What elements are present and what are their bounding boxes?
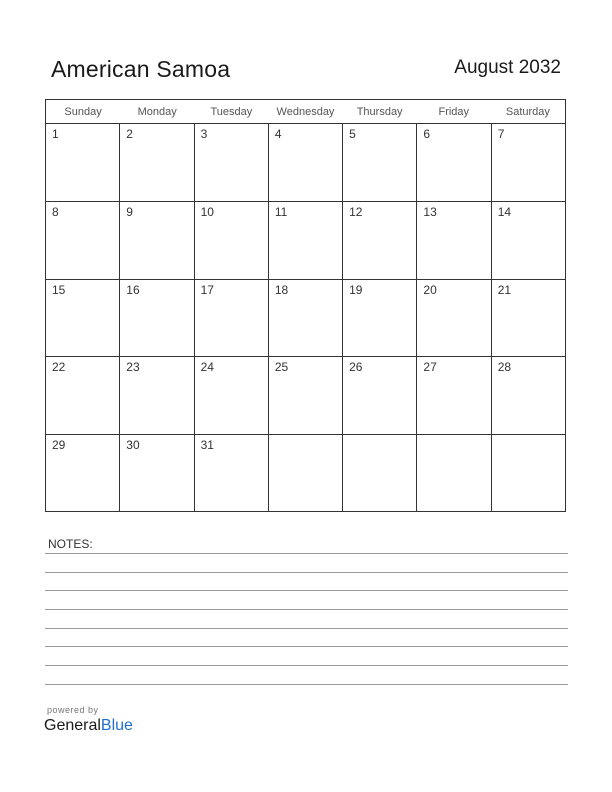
day-number: 8 xyxy=(52,204,59,219)
weekday-tuesday: Tuesday xyxy=(210,106,253,118)
day-number: 20 xyxy=(423,282,437,297)
day-cell xyxy=(195,124,269,201)
day-cell xyxy=(343,280,417,357)
day-cell xyxy=(120,124,194,201)
day-number: 3 xyxy=(200,127,208,141)
day-cell xyxy=(417,124,491,201)
day-cell xyxy=(492,357,565,434)
day-cell xyxy=(417,202,491,279)
day-cell xyxy=(269,435,343,512)
week-row xyxy=(46,124,565,202)
calendar-title: American Samoa xyxy=(51,56,231,82)
brand-general: General xyxy=(44,717,101,734)
week-row xyxy=(46,435,565,512)
weekday-friday: Friday xyxy=(438,106,470,118)
day-cell xyxy=(46,202,120,279)
day-number: 18 xyxy=(274,282,289,297)
notes-line xyxy=(45,684,568,685)
day-cell xyxy=(195,202,269,279)
notes-line xyxy=(45,665,568,666)
day-number: 30 xyxy=(126,438,140,453)
week-row xyxy=(46,202,565,280)
day-cell xyxy=(343,357,417,434)
day-cell xyxy=(492,435,565,512)
day-number: 6 xyxy=(423,127,431,141)
day-cell xyxy=(417,357,491,434)
day-number: 23 xyxy=(126,360,140,375)
notes-line xyxy=(45,590,568,591)
day-number: 13 xyxy=(423,204,437,219)
day-cell xyxy=(269,124,343,201)
day-cell xyxy=(195,280,269,357)
weekday-wednesday: Wednesday xyxy=(276,106,335,118)
day-cell xyxy=(46,357,120,434)
day-number: 17 xyxy=(200,282,214,297)
day-number: 15 xyxy=(52,282,66,297)
day-number: 29 xyxy=(52,438,66,453)
day-number: 31 xyxy=(200,438,214,453)
day-number: 10 xyxy=(200,204,214,219)
notes-line xyxy=(45,628,568,629)
week-row xyxy=(46,280,565,358)
day-cell xyxy=(46,280,120,357)
weekday-thursday: Thursday xyxy=(356,106,403,118)
notes-line xyxy=(45,646,568,647)
day-cell xyxy=(492,280,565,357)
weeks-container xyxy=(46,124,565,512)
generalblue-logo[interactable] xyxy=(44,717,133,735)
day-number: 27 xyxy=(423,360,437,375)
day-number: 19 xyxy=(349,282,363,297)
notes-line xyxy=(45,553,568,554)
day-number: 12 xyxy=(349,204,363,219)
day-number: 9 xyxy=(126,204,133,219)
day-cell xyxy=(195,357,269,434)
day-cell xyxy=(343,124,417,201)
day-cell xyxy=(120,435,194,512)
calendar-grid xyxy=(45,99,566,512)
day-number: 28 xyxy=(497,360,512,375)
day-cell xyxy=(492,124,565,201)
powered-by-text: powered by xyxy=(47,705,99,715)
notes-line xyxy=(45,572,568,573)
day-number: 14 xyxy=(497,204,512,219)
day-cell xyxy=(195,435,269,512)
day-cell xyxy=(269,202,343,279)
day-number: 24 xyxy=(200,360,214,375)
day-number: 1 xyxy=(52,127,59,141)
notes-line xyxy=(45,609,568,610)
day-number: 22 xyxy=(52,360,66,375)
day-cell xyxy=(120,280,194,357)
day-cell xyxy=(343,435,417,512)
day-cell xyxy=(343,202,417,279)
day-number: 25 xyxy=(274,360,289,375)
day-cell xyxy=(120,202,194,279)
weekday-saturday: Saturday xyxy=(505,106,550,118)
day-cell xyxy=(492,202,565,279)
day-cell xyxy=(269,357,343,434)
day-cell xyxy=(417,280,491,357)
weekday-monday: Monday xyxy=(137,106,177,118)
notes-label: NOTES: xyxy=(48,537,93,551)
day-number: 2 xyxy=(126,127,133,141)
day-cell xyxy=(46,435,120,512)
day-number: 16 xyxy=(126,282,140,297)
day-number: 4 xyxy=(274,127,282,141)
day-cell xyxy=(120,357,194,434)
day-cell xyxy=(417,435,491,512)
day-cell xyxy=(46,124,120,201)
weekday-sunday: Sunday xyxy=(64,106,102,118)
day-number: 21 xyxy=(497,282,512,297)
brand-blue: Blue xyxy=(100,717,133,734)
day-number: 11 xyxy=(274,204,288,219)
calendar-month: August 2032 xyxy=(454,57,561,78)
week-row xyxy=(46,357,565,435)
day-number: 7 xyxy=(497,127,505,141)
day-number: 26 xyxy=(349,360,363,375)
day-number: 5 xyxy=(349,127,356,141)
day-cell xyxy=(269,280,343,357)
weekday-header-row xyxy=(46,100,565,124)
